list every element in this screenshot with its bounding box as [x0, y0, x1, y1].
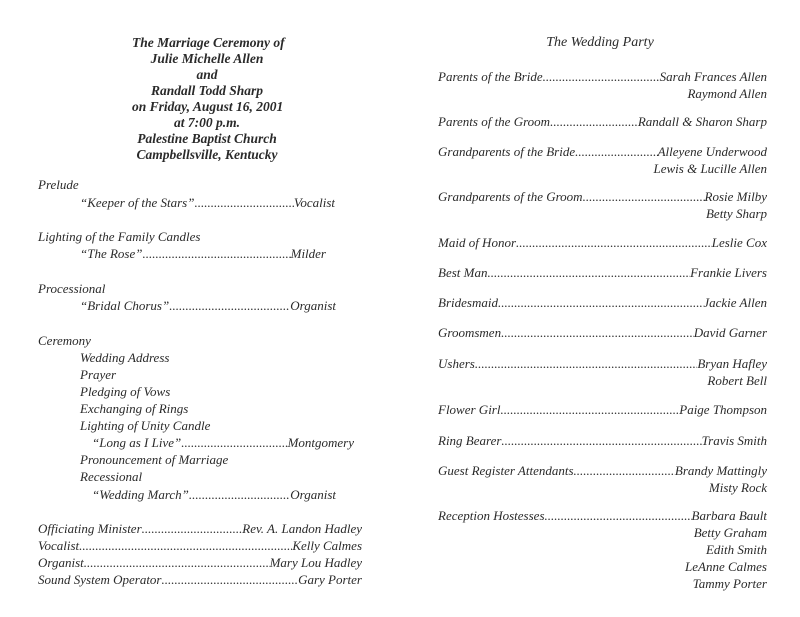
performer: Organist: [290, 298, 336, 313]
ceremony-item: Recessional: [80, 469, 143, 484]
party-row: [438, 234, 767, 251]
party-role: Reception Hostesses: [438, 508, 545, 523]
song-title: “The Rose”: [80, 246, 143, 261]
dot-leader: [79, 537, 292, 554]
party-name-extra: LeAnne Calmes: [685, 559, 767, 574]
dot-leader: [575, 143, 658, 160]
party-row: [438, 507, 767, 592]
officiant-role: Officiating Minister: [38, 521, 142, 536]
officiant-line: [38, 520, 362, 537]
title-line: The Marriage Ceremony of: [132, 35, 285, 50]
groom-name: Randall Todd Sharp: [150, 83, 264, 98]
performer: Milder: [290, 246, 326, 261]
party-name-extra: Robert Bell: [707, 373, 767, 388]
officiant-name: Gary Porter: [298, 572, 362, 587]
ceremony-date: on Friday, August 16, 2001: [132, 99, 284, 114]
church-name: Palestine Baptist Church: [137, 131, 277, 146]
wedding-party-title: The Wedding Party: [546, 35, 654, 50]
party-row: [438, 355, 767, 389]
officiant-role: Vocalist: [38, 538, 80, 553]
officiant-line: [38, 537, 362, 554]
officiant-name: Rev. A. Landon Hadley: [242, 521, 362, 536]
ceremony-item: Pronouncement of Marriage: [80, 452, 229, 467]
program-line: [80, 297, 336, 314]
dot-leader: [189, 486, 290, 503]
ceremony-item: Prayer: [80, 367, 117, 382]
program-line: [92, 434, 354, 451]
party-row: [438, 462, 767, 496]
party-row: [438, 432, 767, 449]
party-name: Travis Smith: [701, 433, 767, 448]
party-row: [438, 113, 767, 130]
party-name-extra: Misty Rock: [708, 480, 767, 495]
party-role: Flower Girl: [438, 402, 501, 417]
party-name: Alleyene Underwood: [657, 144, 767, 159]
dot-leader: [169, 297, 290, 314]
party-name-extra: Raymond Allen: [687, 86, 767, 101]
party-name-extra: Tammy Porter: [692, 576, 767, 591]
party-role: Guest Register Attendants: [438, 463, 574, 478]
officiant-line: [38, 571, 362, 588]
program-line: [80, 245, 326, 262]
program-line: [92, 486, 336, 503]
officiant-name: Mary Lou Hadley: [269, 555, 362, 570]
party-name: Bryan Hafley: [697, 356, 767, 371]
party-name: Jackie Allen: [703, 295, 767, 310]
officiant-line: [38, 554, 362, 571]
party-role: Bridesmaid: [438, 295, 498, 310]
dot-leader: [545, 507, 692, 524]
officiant-name: Kelly Calmes: [292, 538, 362, 553]
party-role: Ushers: [438, 356, 475, 371]
section-heading: Lighting of the Family Candles: [38, 229, 201, 244]
song-title: “Wedding March”: [92, 487, 189, 502]
party-row: [438, 68, 767, 102]
dot-leader: [194, 194, 293, 211]
party-name: Barbara Bault: [691, 508, 767, 523]
church-location: Campbellsville, Kentucky: [136, 147, 278, 162]
section-heading: Ceremony: [38, 333, 91, 348]
section-heading: Processional: [38, 281, 106, 296]
ceremony-item: Wedding Address: [80, 350, 170, 365]
right-page: [400, 0, 800, 617]
ceremony-item: Lighting of Unity Candle: [80, 418, 211, 433]
party-row: [438, 401, 767, 418]
dot-leader: [501, 324, 694, 341]
dot-leader: [501, 432, 701, 449]
performer: Organist: [290, 487, 336, 502]
performer: Vocalist: [293, 195, 335, 210]
bride-name: Julie Michelle Allen: [150, 51, 264, 66]
dot-leader: [487, 264, 690, 281]
party-role: Grandparents of the Bride: [438, 144, 576, 159]
party-name-extra: Edith Smith: [705, 542, 767, 557]
performer: Montgomery: [287, 435, 354, 450]
ceremony-item: Pledging of Vows: [80, 384, 171, 399]
party-role: Best Man: [438, 265, 488, 280]
party-row: [438, 324, 767, 341]
program-line: [80, 194, 335, 211]
party-name: Frankie Livers: [690, 265, 767, 280]
party-role: Parents of the Bride: [438, 69, 543, 84]
party-row: [438, 264, 767, 281]
party-role: Groomsmen: [438, 325, 502, 340]
party-role: Grandparents of the Groom: [438, 189, 583, 204]
party-name-extra: Lewis & Lucille Allen: [653, 161, 767, 176]
ceremony-time: at 7:00 p.m.: [174, 115, 240, 130]
party-role: Ring Bearer: [438, 433, 502, 448]
party-name-extra: Betty Graham: [693, 525, 767, 540]
party-row: [438, 188, 767, 222]
party-row: [438, 294, 767, 311]
party-name: Paige Thompson: [679, 402, 767, 417]
title-line: and: [196, 67, 218, 82]
party-name-extra: Betty Sharp: [705, 206, 767, 221]
dot-leader: [181, 434, 287, 451]
song-title: “Keeper of the Stars”: [80, 195, 195, 210]
section-heading: Prelude: [38, 177, 79, 192]
party-name: David Garner: [693, 325, 767, 340]
party-row: [438, 143, 767, 177]
dot-leader: [574, 462, 675, 479]
song-title: “Long as I Live”: [92, 435, 182, 450]
party-role: Parents of the Groom: [438, 114, 551, 129]
dot-leader: [142, 520, 243, 537]
ceremony-item: Exchanging of Rings: [80, 401, 189, 416]
party-name: Brandy Mattingly: [674, 463, 767, 478]
ceremony-title: [132, 35, 285, 163]
party-name: Randall & Sharon Sharp: [637, 114, 767, 129]
officiant-role: Sound System Operator: [38, 572, 162, 587]
dot-leader: [84, 554, 270, 571]
party-role: Maid of Honor: [438, 235, 516, 250]
dot-leader: [583, 188, 705, 205]
dot-leader: [543, 68, 660, 85]
dot-leader: [516, 234, 712, 251]
dot-leader: [550, 113, 638, 130]
song-title: “Bridal Chorus”: [80, 298, 170, 313]
party-name: Leslie Cox: [711, 235, 767, 250]
party-name: Sarah Frances Allen: [659, 69, 767, 84]
dot-leader: [498, 294, 703, 311]
party-name: Rosie Milby: [704, 189, 767, 204]
dot-leader: [162, 571, 299, 588]
dot-leader: [475, 355, 697, 372]
dot-leader: [142, 245, 290, 262]
officiant-role: Organist: [38, 555, 84, 570]
dot-leader: [500, 401, 679, 418]
